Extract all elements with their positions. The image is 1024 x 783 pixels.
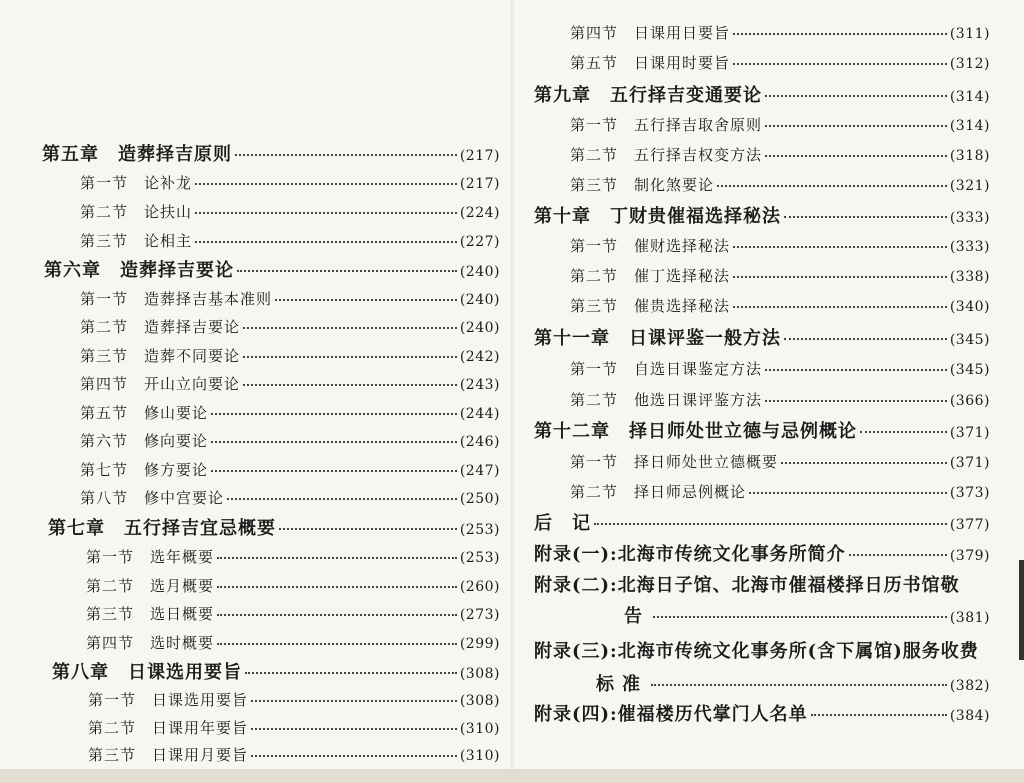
toc-page-number: (273) xyxy=(459,607,500,623)
dot-leader xyxy=(227,498,457,500)
toc-page-number: (381) xyxy=(949,610,990,626)
toc-section[interactable] xyxy=(86,579,500,594)
page-edge-mark xyxy=(1019,560,1024,660)
toc-label: 附录(二):北海日子馆、北海市催福楼择日历书馆敬 xyxy=(534,575,960,596)
toc-section[interactable] xyxy=(80,406,500,421)
toc-section[interactable] xyxy=(86,607,500,622)
toc-page-number: (314) xyxy=(949,118,990,134)
dot-leader xyxy=(251,700,457,702)
toc-page-number: (321) xyxy=(949,178,990,194)
dot-leader xyxy=(211,441,457,443)
dot-leader xyxy=(279,528,457,530)
toc-page-number: (371) xyxy=(949,455,990,471)
toc-chapter[interactable] xyxy=(48,520,500,538)
toc-label: 第四节 选时概要 xyxy=(86,634,215,652)
toc-section[interactable] xyxy=(570,26,990,41)
toc-page-number: (299) xyxy=(459,636,500,652)
toc-page-number: (308) xyxy=(459,693,500,709)
toc-label: 第八章 日课选用要旨 xyxy=(52,662,242,683)
toc-label: 第五章 造葬择吉原则 xyxy=(42,144,232,165)
dot-leader xyxy=(217,614,457,616)
toc-page-number: (318) xyxy=(949,148,990,164)
dot-leader xyxy=(781,462,947,464)
dot-leader xyxy=(243,356,457,358)
dot-leader xyxy=(243,384,457,386)
toc-label: 第七节 修方要论 xyxy=(80,461,209,479)
toc-label: 第六章 造葬择吉要论 xyxy=(44,260,234,281)
toc-page-number: (373) xyxy=(949,485,990,501)
toc-section[interactable] xyxy=(80,434,500,449)
dot-leader xyxy=(195,212,457,214)
toc-label: 第一节 五行择吉取舍原则 xyxy=(570,116,763,134)
dot-leader xyxy=(733,276,947,278)
toc-section[interactable] xyxy=(80,176,500,191)
toc-page-number: (371) xyxy=(949,425,990,441)
dot-leader xyxy=(217,643,457,645)
dot-leader xyxy=(765,369,947,371)
toc-label: 第五节 日课用时要旨 xyxy=(570,54,731,72)
toc-section[interactable] xyxy=(570,118,990,133)
toc-chapter[interactable] xyxy=(534,208,990,226)
toc-section[interactable] xyxy=(570,148,990,163)
toc-label: 后 记 xyxy=(534,513,591,534)
dot-leader xyxy=(243,327,457,329)
toc-chapter[interactable] xyxy=(42,146,500,164)
toc-label: 第四节 开山立向要论 xyxy=(80,375,241,393)
toc-appendix[interactable] xyxy=(534,546,990,564)
toc-page-number: (227) xyxy=(459,234,500,250)
toc-section[interactable] xyxy=(570,362,990,377)
toc-label: 第一节 择日师处世立德概要 xyxy=(570,453,779,471)
dot-leader xyxy=(765,95,947,97)
toc-page-number: (246) xyxy=(459,434,500,450)
toc-label: 第三节 日课用月要旨 xyxy=(88,746,249,764)
toc-section[interactable] xyxy=(88,693,500,708)
toc-label: 第十二章 择日师处世立德与忌例概论 xyxy=(534,421,857,442)
toc-label: 第八节 修中宫要论 xyxy=(80,489,225,507)
toc-section[interactable] xyxy=(570,56,990,71)
toc-page-number: (260) xyxy=(459,579,500,595)
toc-page-number: (250) xyxy=(459,491,500,507)
toc-section[interactable] xyxy=(570,299,990,314)
toc-appendix-continuation[interactable] xyxy=(596,676,990,694)
toc-afterword[interactable] xyxy=(534,515,990,533)
toc-section[interactable] xyxy=(80,205,500,220)
toc-label: 第一节 选年概要 xyxy=(86,548,215,566)
dot-leader xyxy=(765,155,947,157)
toc-section[interactable] xyxy=(570,269,990,284)
dot-leader xyxy=(211,470,457,472)
dot-leader xyxy=(245,672,457,674)
toc-section[interactable] xyxy=(80,377,500,392)
toc-chapter[interactable] xyxy=(534,423,990,441)
dot-leader xyxy=(717,185,947,187)
toc-section[interactable] xyxy=(86,550,500,565)
dot-leader xyxy=(749,492,947,494)
toc-label: 第三节 催贵选择秘法 xyxy=(570,297,731,315)
toc-label: 第二节 择日师忌例概论 xyxy=(570,483,747,501)
toc-label: 第一节 催财选择秘法 xyxy=(570,237,731,255)
toc-section[interactable] xyxy=(80,349,500,364)
toc-chapter[interactable] xyxy=(52,664,500,682)
toc-label: 第七章 五行择吉宜忌概要 xyxy=(48,518,276,539)
toc-section[interactable] xyxy=(570,455,990,470)
toc-page-number: (240) xyxy=(459,264,500,280)
dot-leader xyxy=(251,755,457,757)
dot-leader xyxy=(733,33,947,35)
toc-page-number: (240) xyxy=(459,292,500,308)
toc-page-number: (345) xyxy=(949,332,990,348)
toc-page-number: (384) xyxy=(949,708,990,724)
toc-appendix[interactable] xyxy=(534,706,990,724)
toc-page-number: (379) xyxy=(949,548,990,564)
toc-label: 第三节 论相主 xyxy=(80,232,193,250)
toc-chapter[interactable] xyxy=(534,330,990,348)
toc-page-number: (333) xyxy=(949,210,990,226)
dot-leader xyxy=(733,246,947,248)
toc-chapter[interactable] xyxy=(44,262,500,280)
toc-page-number: (345) xyxy=(949,362,990,378)
toc-appendix-continuation[interactable] xyxy=(624,608,990,626)
toc-label: 标准 xyxy=(596,674,648,695)
toc-label: 第二节 五行择吉权变方法 xyxy=(570,146,763,164)
toc-section[interactable] xyxy=(80,463,500,478)
dot-leader xyxy=(211,413,457,415)
toc-label: 第二节 论扶山 xyxy=(80,203,193,221)
toc-label: 第九章 五行择吉变通要论 xyxy=(534,85,762,106)
dot-leader xyxy=(275,299,457,301)
toc-page-number: (244) xyxy=(459,406,500,422)
toc-label: 第三节 制化煞要论 xyxy=(570,176,715,194)
toc-page-number: (253) xyxy=(459,522,500,538)
toc-section[interactable] xyxy=(86,636,500,651)
toc-section[interactable] xyxy=(570,393,990,408)
dot-leader xyxy=(217,557,457,559)
toc-section[interactable] xyxy=(80,234,500,249)
toc-label: 附录(四):催福楼历代掌门人名单 xyxy=(534,704,808,725)
dot-leader xyxy=(251,728,457,730)
toc-page-number: (338) xyxy=(949,269,990,285)
toc-page-number: (217) xyxy=(459,176,500,192)
toc-label: 第四节 日课用日要旨 xyxy=(570,24,731,42)
toc-label: 第一节 论补龙 xyxy=(80,174,193,192)
toc-page-number: (240) xyxy=(459,320,500,336)
toc-page-number: (333) xyxy=(949,239,990,255)
toc-section[interactable] xyxy=(88,748,500,763)
toc-label: 第二节 选月概要 xyxy=(86,577,215,595)
dot-leader xyxy=(811,714,947,716)
dot-leader xyxy=(651,684,947,686)
dot-leader xyxy=(784,338,947,340)
toc-section[interactable] xyxy=(570,239,990,254)
toc-appendix[interactable] xyxy=(534,577,1004,595)
toc-page-number: (310) xyxy=(459,748,500,764)
dot-leader xyxy=(195,241,457,243)
dot-leader xyxy=(653,616,947,618)
dot-leader xyxy=(860,431,947,433)
dot-leader xyxy=(237,270,457,272)
toc-page-number: (310) xyxy=(459,721,500,737)
toc-page-number: (382) xyxy=(949,678,990,694)
toc-page-number: (311) xyxy=(949,26,990,42)
toc-label: 第一节 日课选用要旨 xyxy=(88,691,249,709)
toc-label: 第二节 造葬择吉要论 xyxy=(80,318,241,336)
toc-section[interactable] xyxy=(80,491,500,506)
toc-page-number: (366) xyxy=(949,393,990,409)
scan-bottom-edge xyxy=(0,769,1024,783)
toc-section[interactable] xyxy=(80,320,500,335)
dot-leader xyxy=(765,400,947,402)
toc-label: 第三节 造葬不同要论 xyxy=(80,347,241,365)
toc-section[interactable] xyxy=(570,178,990,193)
toc-label: 第二节 催丁选择秘法 xyxy=(570,267,731,285)
toc-label: 第一节 自选日课鉴定方法 xyxy=(570,360,763,378)
toc-section[interactable] xyxy=(80,292,500,307)
toc-page-number: (377) xyxy=(949,517,990,533)
toc-label: 第二节 他选日课评鉴方法 xyxy=(570,391,763,409)
toc-page-number: (308) xyxy=(459,666,500,682)
dot-leader xyxy=(594,523,947,525)
toc-chapter[interactable] xyxy=(534,87,990,105)
toc-label: 附录(三):北海市传统文化事务所(含下属馆)服务收费 xyxy=(534,641,979,662)
toc-label: 第六节 修向要论 xyxy=(80,432,209,450)
dot-leader xyxy=(217,586,457,588)
toc-label: 第五节 修山要论 xyxy=(80,404,209,422)
toc-section[interactable] xyxy=(88,721,500,736)
dot-leader xyxy=(784,216,947,218)
dot-leader xyxy=(733,63,947,65)
toc-section[interactable] xyxy=(570,485,990,500)
right-page xyxy=(512,0,1024,783)
toc-appendix[interactable] xyxy=(534,643,1004,661)
dot-leader xyxy=(849,554,947,556)
dot-leader xyxy=(733,306,947,308)
dot-leader xyxy=(765,125,947,127)
toc-page-number: (243) xyxy=(459,377,500,393)
toc-page-number: (217) xyxy=(459,148,500,164)
dot-leader xyxy=(195,183,457,185)
dot-leader xyxy=(235,154,457,156)
toc-label: 告 xyxy=(624,606,650,627)
toc-label: 第十一章 日课评鉴一般方法 xyxy=(534,328,781,349)
toc-page-number: (247) xyxy=(459,463,500,479)
toc-label: 第一节 造葬择吉基本准则 xyxy=(80,290,273,308)
toc-label: 第二节 日课用年要旨 xyxy=(88,719,249,737)
toc-label: 附录(一):北海市传统文化事务所简介 xyxy=(534,544,846,565)
toc-label: 第三节 选日概要 xyxy=(86,605,215,623)
toc-label: 第十章 丁财贵催福选择秘法 xyxy=(534,206,781,227)
toc-page-number: (312) xyxy=(949,56,990,72)
toc-page-number: (340) xyxy=(949,299,990,315)
toc-page-number: (253) xyxy=(459,550,500,566)
toc-page-number: (314) xyxy=(949,89,990,105)
toc-page-number: (242) xyxy=(459,349,500,365)
toc-page-number: (224) xyxy=(459,205,500,221)
